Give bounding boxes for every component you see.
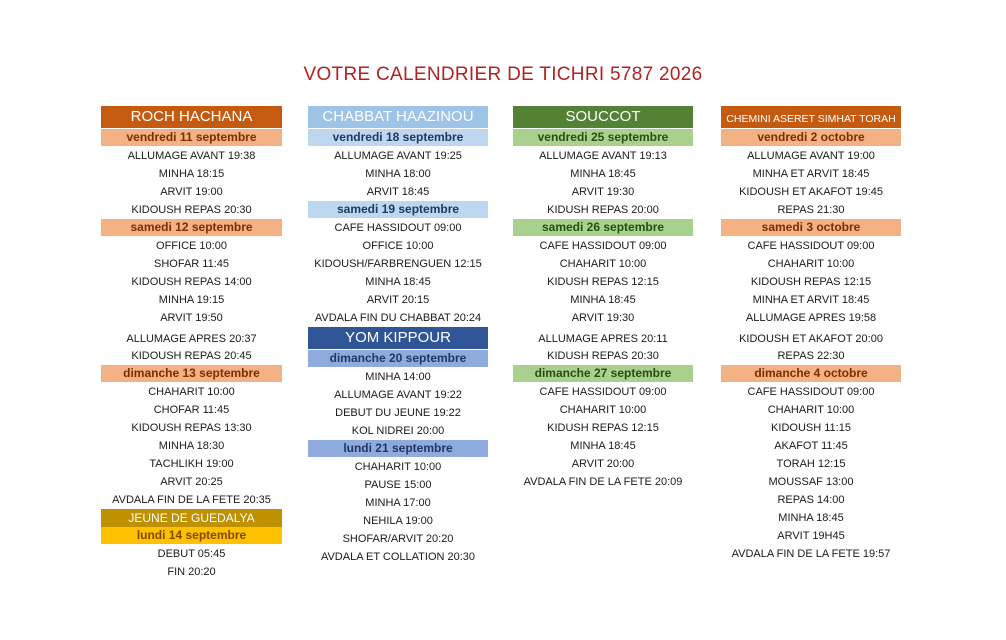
schedule-item: ARVIT 19:30: [571, 186, 635, 198]
schedule-item: MOUSSAF 13:00: [768, 476, 854, 488]
schedule-item: CHAHARIT 10:00: [767, 404, 855, 416]
schedule-item: ARVIT 20:15: [366, 294, 430, 306]
schedule-item: AVDALA FIN DE LA FETE 20:35: [112, 494, 271, 506]
schedule-item: MINHA 18:45: [570, 294, 636, 306]
schedule-item: REPAS 21:30: [777, 204, 845, 216]
schedule-item: MINHA 18:30: [158, 440, 225, 452]
schedule-item: MINHA 18:45: [570, 440, 636, 452]
schedule-item: MINHA 19:15: [158, 294, 225, 306]
date-header: samedi 19 septembre: [308, 201, 488, 218]
schedule-item: ARVIT 19H45: [777, 530, 845, 542]
schedule-item: KIDOUSH/FARBRENGUEN 12:15: [314, 258, 482, 270]
column-chabbat-haazinou: [308, 106, 488, 566]
schedule-item: KIDOUSH REPAS 20:30: [131, 204, 252, 216]
schedule-item: ARVIT 18:45: [366, 186, 430, 198]
schedule-item: MINHA 18:45: [778, 512, 844, 524]
schedule-item: ALLUMAGE AVANT 19:38: [127, 150, 256, 162]
schedule-item: TORAH 12:15: [776, 458, 846, 470]
schedule-item: ARVIT 19:00: [160, 186, 223, 198]
schedule-item: MINHA 18:45: [365, 276, 431, 288]
schedule-item: ALLUMAGE APRES 20:11: [538, 333, 668, 345]
date-header: vendredi 18 septembre: [308, 129, 488, 146]
schedule-item: REPAS 22:30: [777, 350, 845, 362]
date-header: vendredi 25 septembre: [513, 129, 693, 146]
schedule-item: CHAHARIT 10:00: [767, 258, 855, 270]
column-roch-hachana: [101, 106, 282, 581]
date-header: dimanche 13 septembre: [101, 365, 282, 382]
schedule-item: ALLUMAGE APRES 19:58: [745, 312, 877, 324]
schedule-item: KIDOUSH REPAS 20:45: [131, 350, 252, 362]
schedule-item: DEBUT 05:45: [157, 548, 226, 560]
date-header: lundi 21 septembre: [308, 440, 488, 457]
date-header: dimanche 20 septembre: [308, 350, 488, 367]
schedule-item: ALLUMAGE AVANT 19:00: [747, 150, 875, 162]
schedule-item: ARVIT 20:00: [571, 458, 635, 470]
schedule-item: PAUSE 15:00: [364, 479, 432, 491]
schedule-item: ALLUMAGE APRES 20:37: [126, 333, 257, 345]
schedule-item: KIDUSH REPAS 20:30: [547, 350, 659, 362]
page-title: VOTRE CALENDRIER DE TICHRI 5787 2026: [303, 64, 703, 85]
schedule-item: ALLUMAGE AVANT 19:25: [334, 150, 462, 162]
date-header: dimanche 4 octobre: [721, 365, 901, 382]
schedule-item: OFFICE 10:00: [362, 240, 434, 252]
schedule-item: AVDALA FIN DE LA FETE 20:09: [523, 476, 683, 488]
date-header: samedi 12 septembre: [101, 219, 282, 236]
schedule-item: KIDOUSH REPAS 14:00: [131, 276, 252, 288]
date-header: vendredi 2 octobre: [721, 129, 901, 146]
schedule-item: MINHA 18:45: [570, 168, 636, 180]
schedule-item: REPAS 14:00: [777, 494, 845, 506]
schedule-item: AVDALA FIN DU CHABBAT 20:24: [314, 312, 482, 324]
schedule-item: CHAHARIT 10:00: [559, 258, 647, 270]
schedule-item: KIDUSH REPAS 20:00: [547, 204, 659, 216]
schedule-item: KIDUSH REPAS 12:15: [547, 422, 659, 434]
date-header: samedi 26 septembre: [513, 219, 693, 236]
schedule-item: MINHA 14:00: [365, 371, 431, 383]
column-souccot: [513, 106, 693, 491]
schedule-item: AVDALA ET COLLATION 20:30: [320, 551, 476, 563]
schedule-item: ARVIT 20:25: [160, 476, 223, 488]
schedule-item: KIDOUSH REPAS 12:15: [750, 276, 872, 288]
schedule-item: CHAHARIT 10:00: [559, 404, 647, 416]
schedule-item: ALLUMAGE AVANT 19:13: [539, 150, 667, 162]
schedule-item: ARVIT 19:50: [160, 312, 223, 324]
schedule-item: AVDALA FIN DE LA FETE 19:57: [731, 548, 891, 560]
schedule-item: CHAHARIT 10:00: [148, 386, 235, 398]
date-header: lundi 14 septembre: [101, 527, 282, 544]
section-header-jeune-de-guedalya: JEUNE DE GUEDALYA: [101, 509, 282, 527]
schedule-item: KIDOUSH 11:15: [771, 422, 851, 434]
schedule-item: KIDOUSH ET AKAFOT 19:45: [739, 186, 883, 198]
schedule-item: KIDUSH REPAS 12:15: [547, 276, 659, 288]
section-header-souccot: SOUCCOT: [513, 106, 693, 128]
date-header: vendredi 11 septembre: [101, 129, 282, 146]
section-header-yom-kippour: YOM KIPPOUR: [308, 327, 488, 349]
schedule-item: AKAFOT 11:45: [774, 440, 848, 452]
schedule-item: TACHLIKH 19:00: [149, 458, 234, 470]
schedule-item: MINHA 18:15: [158, 168, 225, 180]
schedule-item: CHAHARIT 10:00: [354, 461, 442, 473]
schedule-item: SHOFAR/ARVIT 20:20: [342, 533, 454, 545]
schedule-item: MINHA 17:00: [365, 497, 431, 509]
section-header-chabbat-haazinou: CHABBAT HAAZINOU: [308, 106, 488, 128]
section-header-roch-hachana: ROCH HACHANA: [101, 106, 282, 128]
schedule-item: MINHA 18:00: [365, 168, 431, 180]
schedule-item: KIDOUSH REPAS 13:30: [131, 422, 252, 434]
schedule-item: OFFICE 10:00: [156, 240, 227, 252]
schedule-item: ARVIT 19:30: [571, 312, 635, 324]
schedule-item: SHOFAR 11:45: [154, 258, 229, 270]
schedule-item: CHOFAR 11:45: [153, 404, 230, 416]
schedule-item: KOL NIDREI 20:00: [351, 425, 445, 437]
schedule-item: DEBUT DU JEUNE 19:22: [335, 407, 461, 419]
schedule-item: CAFE HASSIDOUT 09:00: [539, 240, 667, 252]
schedule-item: ALLUMAGE AVANT 19:22: [334, 389, 462, 401]
schedule-item: NEHILA 19:00: [363, 515, 433, 527]
date-header: samedi 3 octobre: [721, 219, 901, 236]
schedule-item: CAFE HASSIDOUT 09:00: [334, 222, 462, 234]
schedule-item: CAFE HASSIDOUT 09:00: [747, 386, 875, 398]
schedule-item: FIN 20:20: [167, 566, 216, 578]
schedule-item: CAFE HASSIDOUT 09:00: [747, 240, 875, 252]
section-header-chemini-aseret-simhat-torah: CHEMINI ASERET SIMHAT TORAH: [721, 106, 901, 128]
date-header: dimanche 27 septembre: [513, 365, 693, 382]
schedule-item: MINHA ET ARVIT 18:45: [752, 168, 870, 180]
schedule-item: MINHA ET ARVIT 18:45: [752, 294, 870, 306]
column-chemini-aseret: [721, 106, 901, 563]
schedule-item: KIDOUSH ET AKAFOT 20:00: [739, 333, 883, 345]
schedule-item: CAFE HASSIDOUT 09:00: [539, 386, 667, 398]
